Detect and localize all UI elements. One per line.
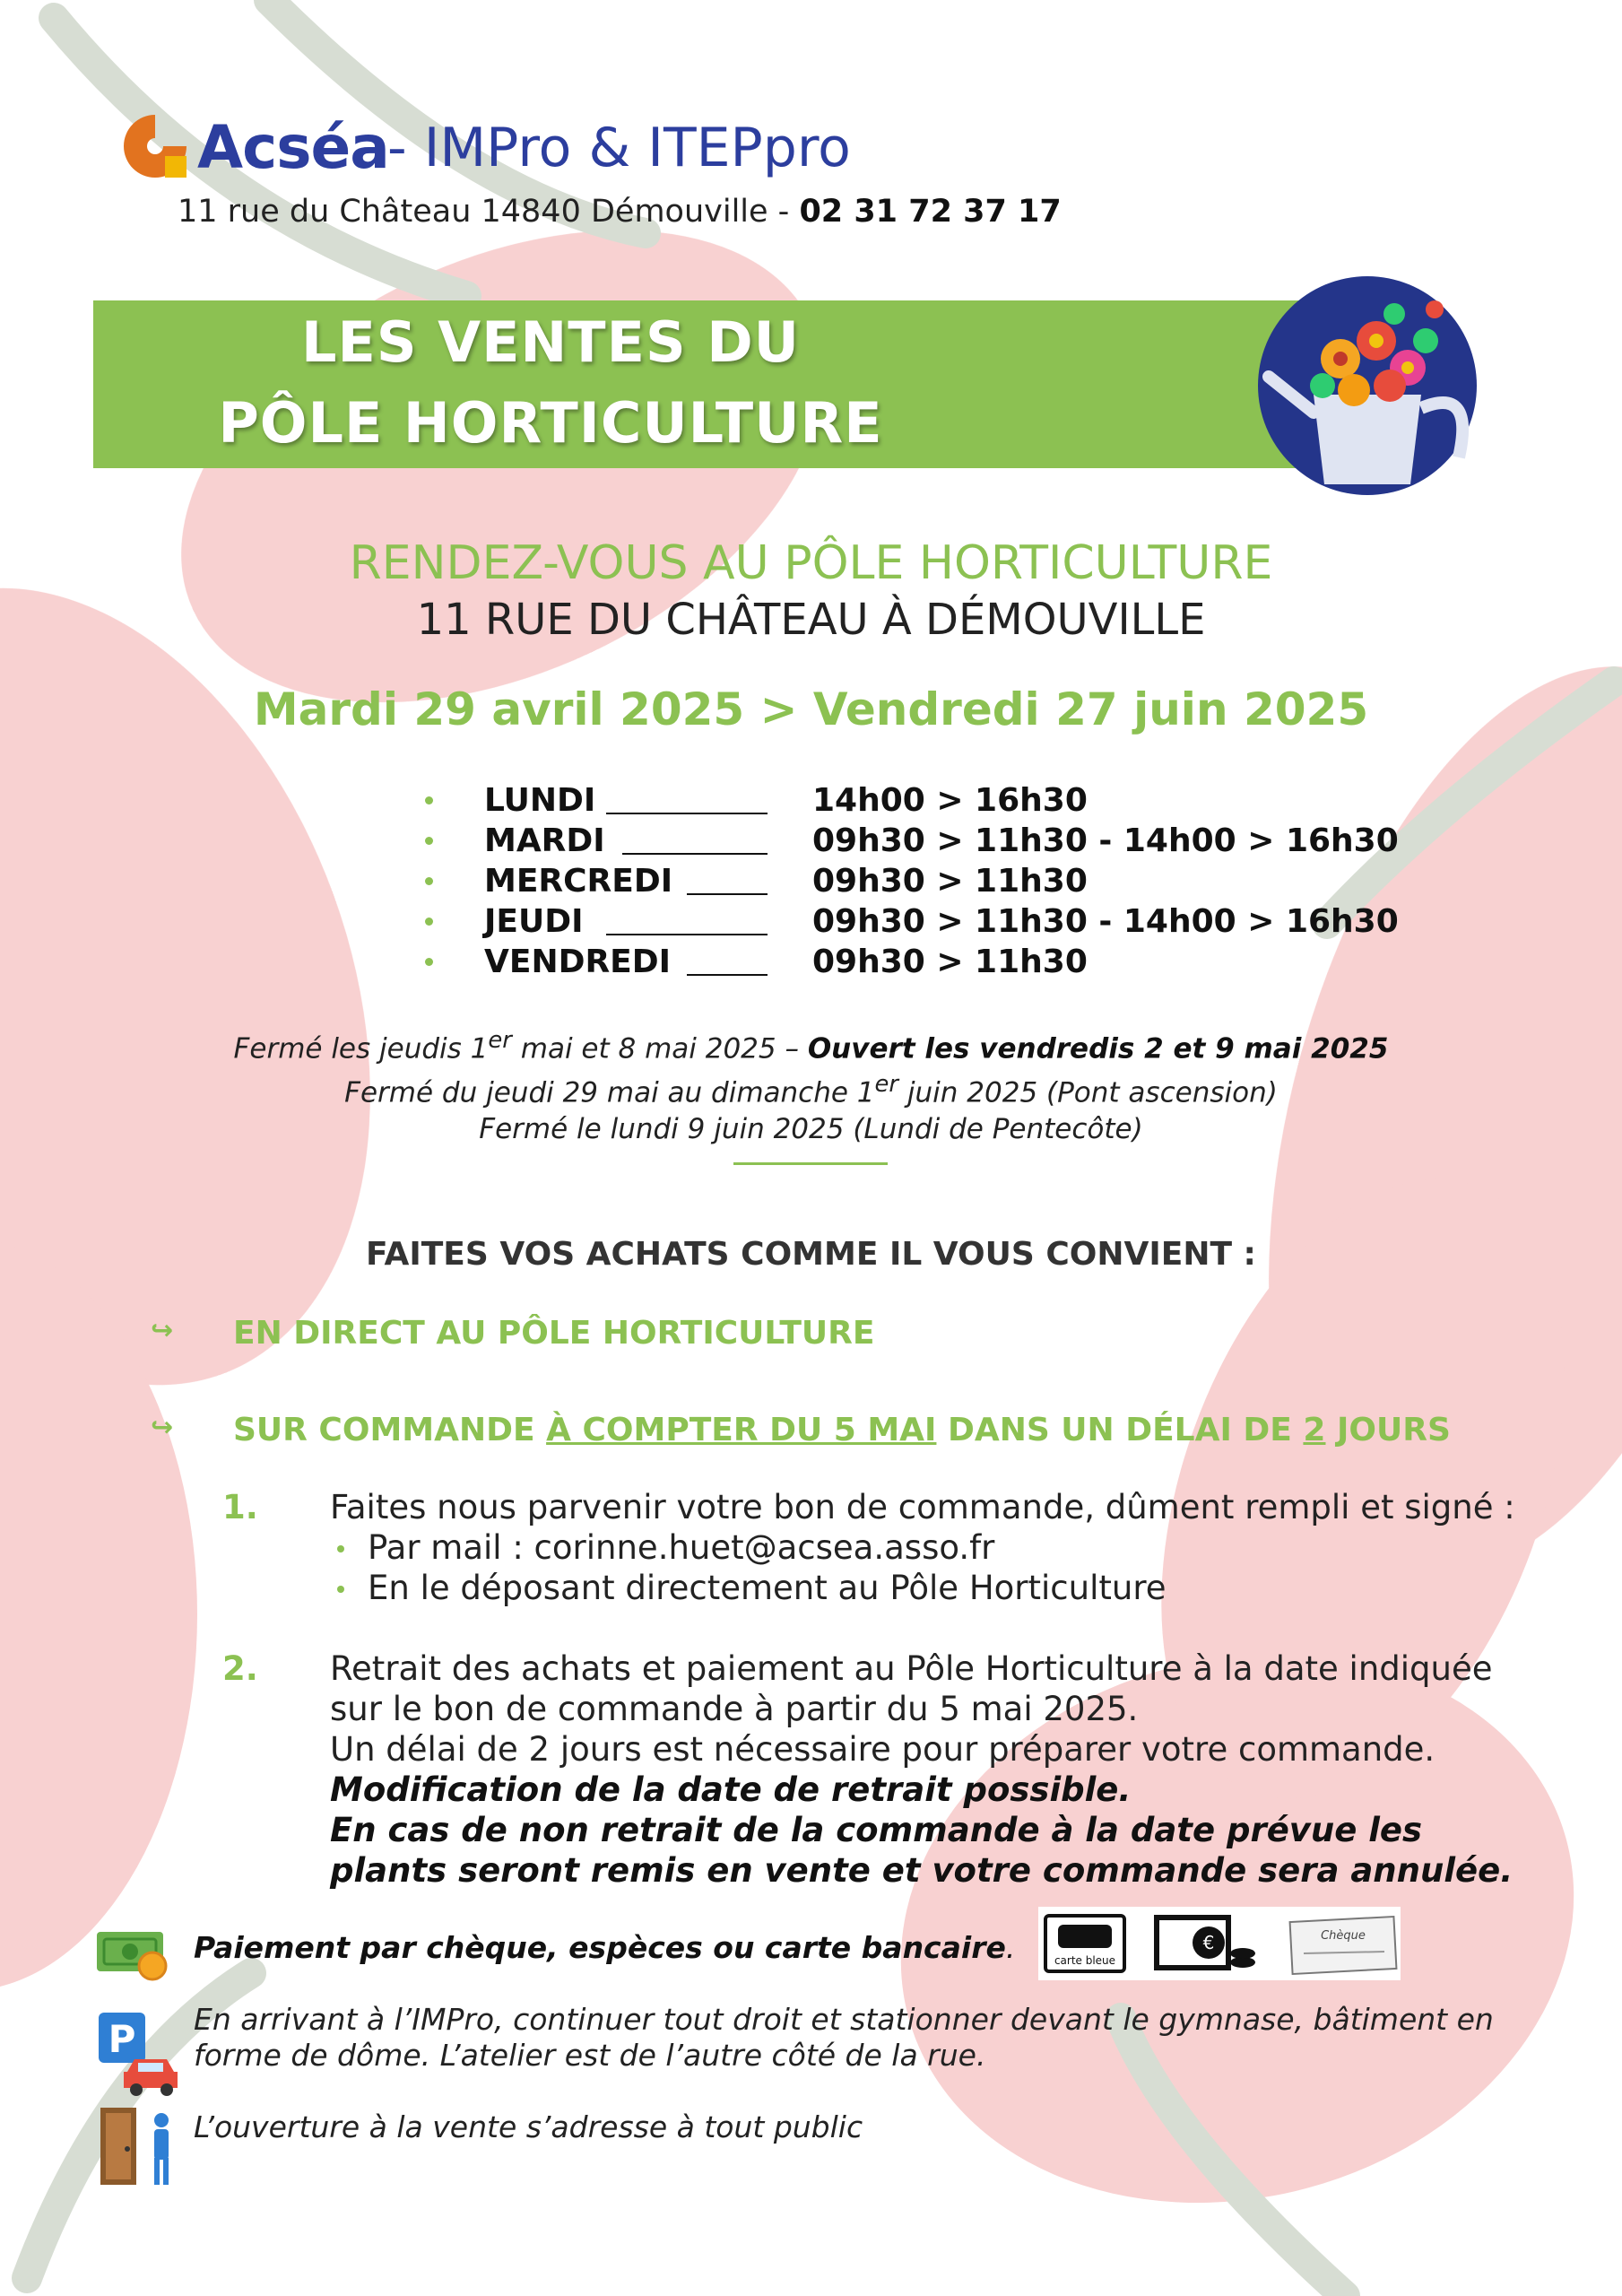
rendezvous-heading: RENDEZ-VOUS AU PÔLE HORTICULTURE <box>349 536 1273 590</box>
svg-text:€: € <box>1202 1932 1215 1953</box>
hours-day: MERCREDI <box>484 863 673 900</box>
payment-methods-logos <box>1038 1907 1401 1980</box>
cheque-label: Chèque <box>1321 1929 1366 1943</box>
hours-time: 09h30 > 11h30 - 14h00 > 16h30 <box>812 822 1399 859</box>
leader-line <box>606 934 768 935</box>
leader-line <box>687 974 768 976</box>
hours-time: 09h30 > 11h30 <box>812 944 1088 980</box>
leader-line <box>687 893 768 895</box>
step-text: Faites nous parvenir votre bon de commande, dûment rempli et signé : <box>330 1488 1515 1526</box>
sale-period: Mardi 29 avril 2025 > Vendredi 27 juin 2025 <box>253 683 1369 735</box>
opening-hours-list <box>421 782 1408 984</box>
step-body <box>330 1487 1549 1608</box>
hours-row-mercredi <box>421 863 1408 903</box>
acsea-logo-icon <box>118 109 192 183</box>
banner-title-line1: LES VENTES DU <box>300 309 800 375</box>
bullet-icon <box>425 796 433 804</box>
step-sub-deposit: En le déposant directement au Pôle Horticulture <box>330 1568 1549 1608</box>
option-order-label <box>233 1412 1451 1448</box>
door-entrance-icon <box>97 2106 183 2188</box>
bullet-icon <box>425 837 433 845</box>
closure-sup: er <box>488 1027 512 1054</box>
public-note: L’ouverture à la vente s’adresse à tout public <box>194 2109 863 2144</box>
step-body <box>330 1648 1612 1891</box>
parking-note: En arrivant à l’IMPro, continuer tout droit et stationner devant le gymnase, bâtiment en forme de dôme. L’atelier est de l’autre côté de la rue. <box>194 2002 1494 2073</box>
closure-text: mai et 8 mai 2025 – <box>511 1032 808 1065</box>
closure-line-2 <box>0 1066 1622 1110</box>
step-text: Un délai de 2 jours est nécessaire pour préparer votre commande. <box>330 1730 1436 1769</box>
option-direct-label: EN DIRECT AU PÔLE HORTICULTURE <box>233 1315 875 1352</box>
bullet-icon <box>425 918 433 926</box>
leader-line <box>622 853 768 855</box>
option-text: JOURS <box>1325 1412 1451 1448</box>
option-underlined: À COMPTER DU 5 MAI <box>546 1412 937 1448</box>
step-bold-note: Modification de la date de retrait possible. <box>330 1770 1132 1809</box>
step-text: Retrait des achats et paiement au Pôle Horticulture à la date indiquée sur le bon de commande à partir du 5 mai 2025. <box>330 1649 1493 1728</box>
achats-heading: FAITES VOS ACHATS COMME IL VOUS CONVIENT : <box>366 1236 1256 1273</box>
card-label: carte bleue <box>1054 1954 1116 1967</box>
hours-row-mardi <box>421 822 1408 863</box>
hours-day: MARDI <box>484 822 605 859</box>
section-divider <box>733 1162 888 1165</box>
step-number: 1. <box>222 1488 258 1526</box>
phone-number: 02 31 72 37 17 <box>799 194 1062 230</box>
payment-note <box>194 1930 1015 1965</box>
header-address <box>178 194 1062 230</box>
closure-text: juin 2025 (Pont ascension) <box>898 1076 1278 1109</box>
svg-text:P: P <box>108 2017 136 2061</box>
option-text: SUR COMMANDE <box>233 1412 547 1448</box>
parking-icon <box>97 2009 183 2099</box>
closure-line-3: Fermé le lundi 9 juin 2025 (Lundi de Pentecôte) <box>479 1112 1143 1145</box>
payment-text: Paiement par chèque, espèces ou carte bancaire <box>194 1930 1006 1965</box>
leader-line <box>606 813 768 814</box>
closure-line-1 <box>0 1022 1622 1066</box>
bullet-icon <box>425 877 433 885</box>
brand-logo <box>118 106 1015 196</box>
arrow-icon: ↪ <box>151 1412 174 1443</box>
money-icon <box>95 1925 172 1982</box>
option-text: DANS UN DÉLAI DE <box>936 1412 1304 1448</box>
step-sub-email: Par mail : corinne.huet@acsea.asso.fr <box>330 1527 1549 1568</box>
watering-can-flowers-icon <box>1251 260 1484 502</box>
hours-day: VENDREDI <box>484 944 672 980</box>
hours-day: LUNDI <box>484 782 596 819</box>
closure-text: Fermé les jeudis 1 <box>233 1032 489 1065</box>
hours-day: JEUDI <box>484 903 584 940</box>
hours-time: 14h00 > 16h30 <box>812 782 1088 819</box>
hours-row-lundi <box>421 782 1408 822</box>
banner-title-line2: PÔLE HORTICULTURE <box>218 390 883 456</box>
rendezvous-address: 11 RUE DU CHÂTEAU À DÉMOUVILLE <box>416 595 1206 645</box>
hours-row-vendredi <box>421 944 1408 984</box>
option-underlined: 2 <box>1303 1412 1326 1448</box>
step-bold-warning: En cas de non retrait de la commande à la date prévue les plants seront remis en vente et votre commande sera annulée. <box>330 1811 1514 1890</box>
closure-sup: er <box>874 1071 899 1099</box>
address-text: 11 rue du Château 14840 Démouville - <box>178 194 800 230</box>
hours-time: 09h30 > 11h30 - 14h00 > 16h30 <box>812 903 1399 940</box>
payment-dot: . <box>1005 1930 1016 1965</box>
arrow-icon: ↪ <box>151 1315 174 1346</box>
step-number: 2. <box>222 1649 258 1688</box>
hours-time: 09h30 > 11h30 <box>812 863 1088 900</box>
title-banner <box>93 300 1331 468</box>
bullet-icon <box>425 958 433 966</box>
payment-logos-icon <box>1038 1907 1401 1980</box>
brand-name: Acséa <box>197 113 389 182</box>
open-note: Ouvert les vendredis 2 et 9 mai 2025 <box>807 1032 1389 1065</box>
brand-subtitle: - IMPro & ITEPpro <box>387 117 851 179</box>
closure-notes <box>0 1022 1622 1147</box>
closure-text: Fermé du jeudi 29 mai au dimanche 1 <box>344 1076 875 1109</box>
hours-row-jeudi <box>421 903 1408 944</box>
